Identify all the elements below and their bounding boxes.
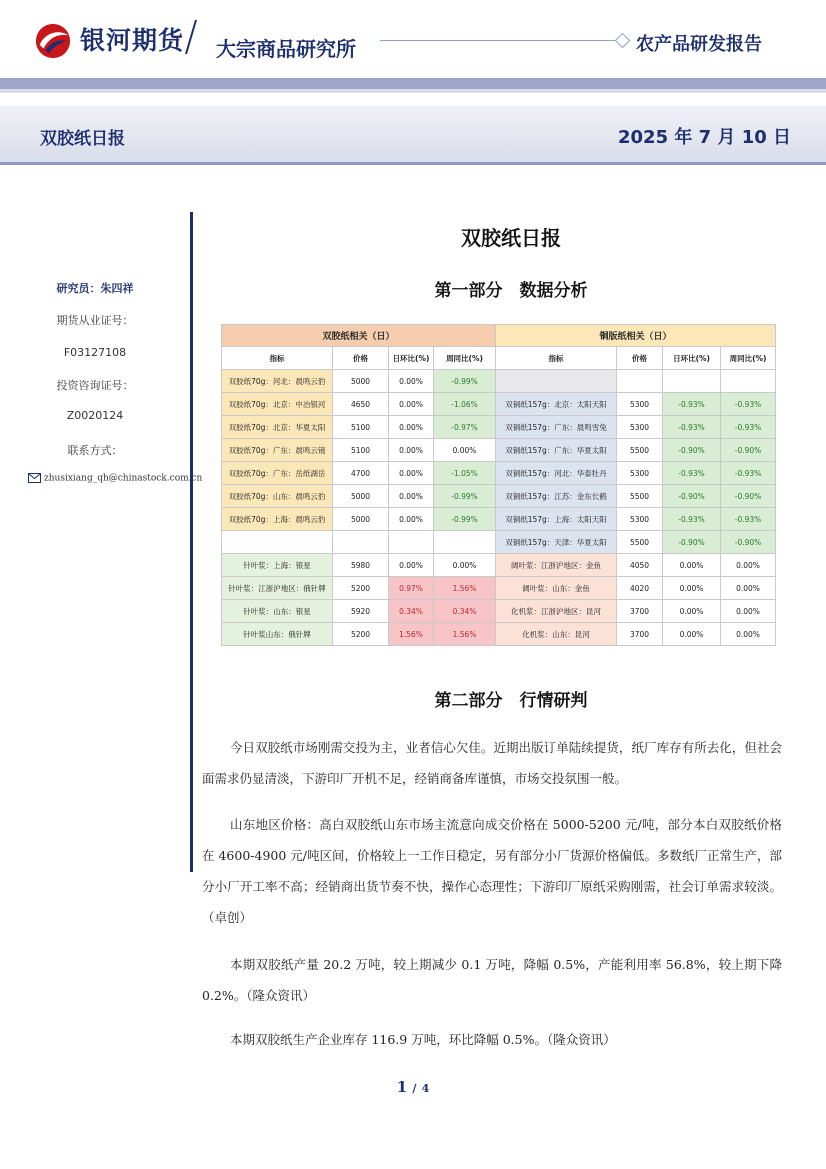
invest-number: Z0020124 (66, 409, 124, 422)
paragraph-text: 本期双胶纸生产企业库存 116.9 万吨，环比降幅 0.5%。（隆众资讯） (230, 1032, 616, 1047)
table-row (222, 439, 776, 462)
change-cell: 0.34% (434, 600, 496, 623)
price-cell: 5500 (617, 531, 663, 554)
change-cell: -0.97% (434, 416, 496, 439)
column-header: 价格 (617, 347, 663, 370)
change-cell: 0.00% (434, 554, 496, 577)
change-cell: 0.00% (389, 439, 434, 462)
price-cell: 5980 (333, 554, 389, 577)
table-row (222, 577, 776, 600)
indicator-cell: 双铜纸157g：河北：华泰牡丹 (496, 462, 617, 485)
change-cell: 0.00% (389, 485, 434, 508)
change-cell: -0.93% (721, 508, 776, 531)
change-cell (721, 370, 776, 393)
table-row (222, 462, 776, 485)
license-number: F03127108 (63, 346, 127, 359)
change-cell: -0.90% (663, 531, 721, 554)
table-row (222, 416, 776, 439)
indicator-cell: 双铜纸157g：广东：华夏太阳 (496, 439, 617, 462)
change-cell: -0.93% (663, 462, 721, 485)
change-cell: 0.00% (389, 462, 434, 485)
price-cell: 5100 (333, 416, 389, 439)
header-band-light (0, 89, 826, 93)
contact-label: 联系方式： (67, 444, 123, 457)
indicator-cell (222, 531, 333, 554)
price-cell (617, 370, 663, 393)
table-row (222, 370, 776, 393)
change-cell: 0.00% (663, 554, 721, 577)
price-cell: 5100 (333, 439, 389, 462)
indicator-cell: 双铜纸157g：北京：太阳天阳 (496, 393, 617, 416)
change-cell: -0.90% (663, 439, 721, 462)
change-cell: -0.90% (721, 531, 776, 554)
table-row (222, 623, 776, 646)
change-cell: -1.05% (434, 462, 496, 485)
price-cell: 5300 (617, 462, 663, 485)
price-cell: 5300 (617, 393, 663, 416)
change-cell: -0.90% (721, 485, 776, 508)
table-row (222, 531, 776, 554)
sidebar-divider (190, 212, 193, 872)
indicator-cell: 双胶纸70g：广东：晨鸣云镜 (222, 439, 333, 462)
change-cell: 0.00% (663, 623, 721, 646)
researcher-name: 研究员：朱四祥 (56, 282, 134, 295)
price-cell: 5500 (617, 439, 663, 462)
paragraph-text: 本期双胶纸产量 20.2 万吨，较上期减少 0.1 万吨，降幅 0.5%，产能利用率 56.8%，较上期下降 0.2%。（隆众资讯） (202, 957, 782, 1003)
change-cell: -0.93% (663, 416, 721, 439)
column-header: 日环比(%) (389, 347, 434, 370)
change-cell: 0.00% (389, 370, 434, 393)
indicator-cell: 双铜纸157g：江苏：金东长鹤 (496, 485, 617, 508)
change-cell: -0.99% (434, 370, 496, 393)
change-cell (389, 531, 434, 554)
license-label: 期货从业证号： (56, 314, 134, 327)
table-row (222, 554, 776, 577)
change-cell: -0.90% (663, 485, 721, 508)
indicator-cell: 双胶纸70g：广东：岳纸湖岳 (222, 462, 333, 485)
indicator-cell: 双铜纸157g：广东：晨鸣雪兔 (496, 416, 617, 439)
column-header: 价格 (333, 347, 389, 370)
change-cell: -0.99% (434, 508, 496, 531)
price-cell: 4050 (617, 554, 663, 577)
table-row (222, 600, 776, 623)
change-cell: 1.56% (434, 577, 496, 600)
indicator-cell: 双铜纸157g：天津：华夏太阳 (496, 531, 617, 554)
email-row[interactable] (28, 473, 203, 484)
brand-name: 银河期货 (80, 26, 185, 55)
indicator-cell: 针叶浆：江浙沪地区：俄针牌 (222, 577, 333, 600)
column-header: 指标 (496, 347, 617, 370)
table-row (222, 508, 776, 531)
price-cell: 5200 (333, 577, 389, 600)
paragraph (202, 732, 782, 794)
change-cell: 0.00% (721, 600, 776, 623)
header-band (0, 78, 826, 89)
change-cell: -0.93% (663, 508, 721, 531)
indicator-cell: 双铜纸157g：上海：太阳天阳 (496, 508, 617, 531)
company-logo-icon (34, 22, 72, 60)
change-cell: 0.00% (663, 577, 721, 600)
report-date: 2025 年 7 月 10 日 (618, 127, 792, 148)
section-heading-data: 第一部分 数据分析 (434, 281, 588, 301)
change-cell: 0.00% (434, 439, 496, 462)
change-cell: -0.93% (721, 416, 776, 439)
paragraph (202, 809, 782, 933)
price-cell: 5300 (617, 416, 663, 439)
change-cell (434, 531, 496, 554)
change-cell: 0.97% (389, 577, 434, 600)
column-header: 指标 (222, 347, 333, 370)
change-cell: 0.00% (721, 554, 776, 577)
total-pages: 4 (421, 1082, 430, 1095)
change-cell: -0.99% (434, 485, 496, 508)
price-cell: 4020 (617, 577, 663, 600)
price-cell: 5000 (333, 485, 389, 508)
paragraph (202, 1024, 782, 1055)
change-cell: 0.00% (389, 416, 434, 439)
change-cell: -0.90% (721, 439, 776, 462)
email-address[interactable]: zhusixiang_qh@chinastock.com.cn (44, 473, 203, 484)
change-cell (663, 370, 721, 393)
price-cell: 3700 (617, 600, 663, 623)
indicator-cell: 针叶浆：山东：银星 (222, 600, 333, 623)
invest-label: 投资咨询证号： (56, 379, 134, 392)
group-header-coated-paper: 铜版纸相关（日） (496, 325, 776, 347)
price-cell: 5200 (333, 623, 389, 646)
header-rule (380, 40, 618, 41)
indicator-cell: 阔叶浆：山东：金鱼 (496, 577, 617, 600)
indicator-cell: 针叶浆：上海：银星 (222, 554, 333, 577)
price-cell: 5000 (333, 508, 389, 531)
indicator-cell: 双胶纸70g：河北：晨鸣云豹 (222, 370, 333, 393)
change-cell: -1.06% (434, 393, 496, 416)
paragraph (202, 949, 782, 1011)
column-header: 周同比(%) (434, 347, 496, 370)
price-cell: 5000 (333, 370, 389, 393)
indicator-cell (496, 370, 617, 393)
indicator-cell: 阔叶浆：江浙沪地区：金鱼 (496, 554, 617, 577)
indicator-cell: 双胶纸70g：北京：中冶银河 (222, 393, 333, 416)
price-cell (333, 531, 389, 554)
price-cell: 5920 (333, 600, 389, 623)
indicator-cell: 双胶纸70g：上海：晨鸣云豹 (222, 508, 333, 531)
header-slash (184, 18, 198, 56)
diamond-icon (615, 33, 631, 49)
change-cell: -0.93% (663, 393, 721, 416)
indicator-cell: 双胶纸70g：北京：华夏太阳 (222, 416, 333, 439)
change-cell: 1.56% (389, 623, 434, 646)
price-cell: 5300 (617, 508, 663, 531)
report-type: 农产品研发报告 (636, 34, 762, 55)
indicator-cell: 双胶纸70g：山东：晨鸣云豹 (222, 485, 333, 508)
group-header-offset-paper: 双胶纸相关（日） (222, 325, 496, 347)
column-header: 周同比(%) (721, 347, 776, 370)
change-cell: 0.00% (721, 577, 776, 600)
table-row (222, 393, 776, 416)
change-cell: 1.56% (434, 623, 496, 646)
indicator-cell: 化机浆：山东：昆河 (496, 623, 617, 646)
price-cell: 3700 (617, 623, 663, 646)
price-cell: 4650 (333, 393, 389, 416)
page-separator: / (412, 1082, 417, 1095)
change-cell: 0.00% (663, 600, 721, 623)
institute-name: 大宗商品研究所 (216, 37, 356, 61)
document-title: 双胶纸日报 (461, 226, 561, 250)
change-cell: 0.00% (389, 393, 434, 416)
change-cell: 0.34% (389, 600, 434, 623)
current-page: 1 (396, 1078, 408, 1096)
price-cell: 5500 (617, 485, 663, 508)
page-number (0, 1078, 826, 1096)
change-cell: -0.93% (721, 393, 776, 416)
indicator-cell: 化机浆：江浙沪地区：昆河 (496, 600, 617, 623)
change-cell: -0.93% (721, 462, 776, 485)
paragraph-text: 山东地区价格：高白双胶纸山东市场主流意向成交价格在 5000-5200 元/吨，部分本白双胶纸价格在 4600-4900 元/吨区间，价格较上一工作日稳定，另有部分小厂货源价格偏低。多数纸厂正常生产，部分小厂开工率不高；经销商出货节奏不快，操作心态理性；下游印厂原纸采购刚需，社会订单需求较淡。（卓创） (202, 817, 783, 925)
change-cell: 0.00% (721, 623, 776, 646)
section-heading-analysis: 第二部分 行情研判 (434, 691, 588, 711)
indicator-cell: 针叶浆山东：俄针牌 (222, 623, 333, 646)
column-header: 日环比(%) (663, 347, 721, 370)
report-name: 双胶纸日报 (40, 129, 125, 149)
price-cell: 4700 (333, 462, 389, 485)
change-cell: 0.00% (389, 508, 434, 531)
change-cell: 0.00% (389, 554, 434, 577)
paragraph-text: 今日双胶纸市场刚需交投为主，业者信心欠佳。近期出版订单陆续提货，纸厂库存有所去化，但社会面需求仍显清淡，下游印厂开机不足，经销商备库谨慎，市场交投氛围一般。 (202, 740, 782, 786)
table-row (222, 485, 776, 508)
mail-icon (28, 473, 41, 483)
price-table (221, 324, 776, 646)
